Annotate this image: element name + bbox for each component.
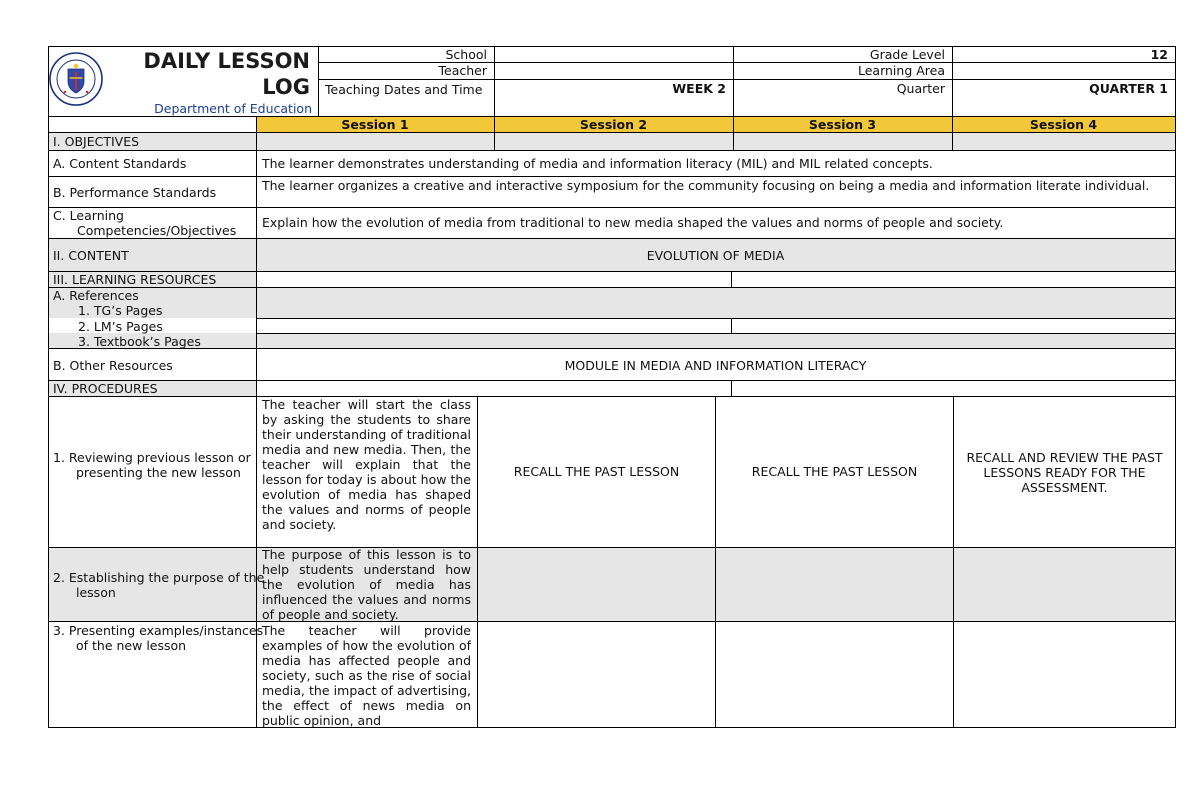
teaching-dates-label: Teaching Dates and Time [325,82,483,97]
objectives-heading: I. OBJECTIVES [53,134,140,149]
procedure-2-session-2[interactable] [482,549,711,619]
textbook-pages-label: 3. Textbook’s Pages [78,334,201,349]
procedure-2-session-3[interactable] [720,549,949,619]
content-value: EVOLUTION OF MEDIA [646,248,785,263]
school-field[interactable] [497,47,729,62]
tg-pages-label: 1. TG’s Pages [78,303,163,318]
content-standards-value: The learner demonstrates understanding of media and information literacy (MIL) and MIL related concepts. [262,156,933,171]
session-header-4: Session 4 [1029,117,1098,132]
teacher-field[interactable] [497,63,729,78]
teacher-label: Teacher [438,63,487,78]
procedure-3-label: 3. Presenting examples/instances of the new lesson [53,623,264,653]
textbook-row-fill [48,333,1175,348]
procedure-1-session-1: The teacher will start the class by asking the students to share their understanding of traditional media and new media. Then, the teacher will explain that the lesson for today is about how the evolution of media has shaped the values and norms of people and society. [262,397,471,532]
session-header-3: Session 3 [808,117,877,132]
other-resources-value: MODULE IN MEDIA AND INFORMATION LITERACY [564,358,867,373]
school-label: School [445,47,487,62]
quarter-value[interactable]: QUARTER 1 [1089,81,1168,96]
title-line-2: LOG [262,75,310,99]
procedure-2-label: 2. Establishing the purpose of the lesson [53,570,265,600]
procedure-3-session-1: The teacher will provide examples of how the evolution of media has affected people and society, such as the rise of social media, the impact of advertising, the effect of news media on public opinion, and [262,623,471,727]
procedure-2-session-1: The purpose of this lesson is to help students understand how the evolution of media has influenced the values and norms of people and society. [262,547,471,622]
procedures-heading: IV. PROCEDURES [53,381,158,396]
performance-standards-label: B. Performance Standards [53,185,217,200]
procedure-3-session-3[interactable] [720,623,949,723]
learning-area-field[interactable] [955,63,1168,78]
title-line-1: DAILY LESSON [143,49,310,73]
teaching-dates-value[interactable]: WEEK 2 [672,81,726,96]
other-resources-label: B. Other Resources [53,358,173,373]
objectives-row-fill [48,132,1175,150]
procedure-1-session-4: RECALL AND REVIEW THE PAST LESSONS READY FOR THE ASSESSMENT. [966,450,1163,495]
procedure-3-session-4[interactable] [958,623,1171,723]
lm-pages-label: 2. LM’s Pages [78,319,163,334]
procedure-1-label: 1. Reviewing previous lesson or presenting the new lesson [53,450,251,480]
procedure-1-session-3: RECALL THE PAST LESSON [751,464,918,479]
department-name: Department of Education [154,101,312,116]
learning-area-label: Learning Area [857,63,945,78]
procedure-3-session-2[interactable] [482,623,711,723]
session-header-1: Session 1 [341,117,409,132]
quarter-label: Quarter [896,81,945,96]
competencies-value: Explain how the evolution of media from traditional to new media shaped the values and norms of people and society. [262,215,1004,230]
references-row-fill [48,287,1175,318]
grade-level-label: Grade Level [869,47,945,62]
procedure-2-session-4[interactable] [958,549,1171,619]
competencies-label-line-2: Competencies/Objectives [77,223,237,238]
resources-heading: III. LEARNING RESOURCES [53,272,217,287]
grade-level-value[interactable]: 12 [1150,47,1168,62]
deped-seal-icon [49,52,103,106]
content-heading: II. CONTENT [53,248,129,263]
content-standards-label: A. Content Standards [53,156,187,171]
procedure-1-session-2: RECALL THE PAST LESSON [513,464,680,479]
competencies-label-line-1: C. Learning [53,208,124,223]
performance-standards-value: The learner organizes a creative and interactive symposium for the community focusing on being a media and information literate individual. [262,178,1150,193]
references-label: A. References [53,288,139,303]
session-header-2: Session 2 [579,117,648,132]
